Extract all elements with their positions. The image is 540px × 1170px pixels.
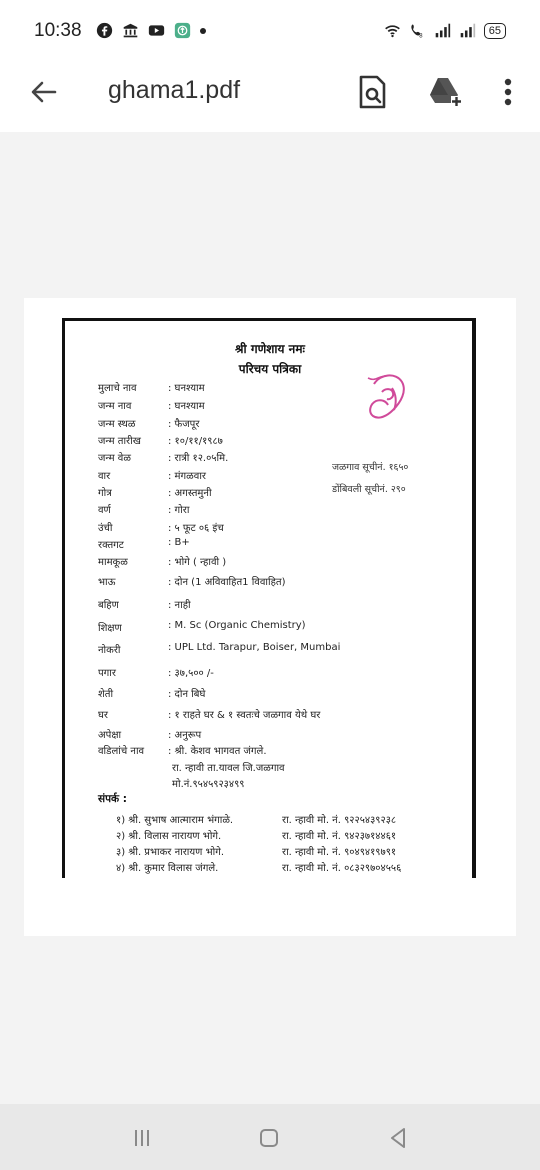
field-value: : १०/११/१९८७	[168, 436, 223, 447]
contact-name: ३) श्री. प्रभाकर नारायण भोगे.	[116, 847, 225, 858]
page-border	[62, 318, 475, 321]
more-vert-icon[interactable]	[488, 72, 528, 112]
document-invocation: श्री गणेशाय नमः	[235, 342, 305, 356]
page-border	[62, 318, 65, 878]
contact-phone: रा. न्हावी मो. नं. ९४२३७१४४६१	[282, 831, 397, 842]
dombivli-list-number: डोंबिवली सूचीनं. २९०	[332, 484, 406, 495]
volte-icon	[409, 22, 426, 39]
field-value: : ५ फूट ०६ इंच	[168, 523, 224, 534]
field-value: : फैजपूर	[168, 419, 200, 430]
field-value: : M. Sc (Organic Chemistry)	[168, 620, 306, 631]
field-label: शेती	[98, 689, 114, 700]
more-notifications-dot	[200, 28, 206, 34]
contact-phone: रा. न्हावी मो. नं. ९२२५४३९२३८	[282, 815, 397, 826]
field-label: जन्म नाव	[98, 401, 132, 412]
field-value: : गोरा	[168, 505, 190, 516]
field-label: घर	[98, 710, 108, 721]
pdf-page	[24, 298, 516, 936]
field-value: : B+	[168, 537, 190, 548]
facebook-icon	[96, 22, 113, 39]
back-arrow-icon[interactable]	[26, 74, 62, 110]
contact-name: ४) श्री. कुमार विलास जंगले.	[116, 863, 219, 874]
contact-phone: रा. न्हावी मो. नं. ९०४९४१९७९१	[282, 847, 397, 858]
field-label: जन्म तारीख	[98, 436, 141, 447]
back-icon[interactable]	[384, 1124, 412, 1152]
youtube-icon	[148, 22, 165, 39]
field-label: अपेक्षा	[98, 730, 122, 741]
field-value: : मंगळवार	[168, 471, 206, 482]
field-value: : अनुरूप	[168, 730, 202, 741]
status-time: 10:38	[34, 20, 82, 41]
status-bar	[0, 0, 540, 64]
field-label: जन्म स्थळ	[98, 419, 136, 430]
document-title: परिचय पत्रिका	[238, 362, 302, 376]
field-label: शिक्षण	[98, 623, 122, 634]
field-label: भाऊ	[98, 577, 116, 588]
home-icon[interactable]	[255, 1124, 283, 1152]
field-label: वडिलांचे नाव	[98, 746, 145, 757]
field-label: उंची	[98, 523, 113, 534]
wifi-icon	[384, 22, 401, 39]
field-label: वार	[98, 471, 111, 482]
contact-heading: संपर्क :	[98, 793, 127, 805]
page-border	[472, 318, 476, 878]
add-to-drive-icon[interactable]	[424, 72, 464, 112]
field-label: नोकरी	[98, 645, 121, 656]
field-label: जन्म वेळ	[98, 453, 131, 464]
field-value: : ३७,५०० /-	[168, 668, 214, 679]
contact-phone: रा. न्हावी मो. नं. ०८३२९७०४५५६	[282, 863, 402, 874]
upload-app-icon	[174, 22, 191, 39]
field-value: : दोन (1 अविवाहित1 विवाहित)	[168, 577, 286, 588]
field-label: गोत्र	[98, 488, 112, 499]
contact-name: २) श्री. विलास नारायण भोगे.	[116, 831, 222, 842]
field-label: रक्तगट	[98, 540, 124, 551]
signal-icon	[434, 22, 451, 39]
field-label: मुलाचे नाव	[98, 383, 137, 394]
field-value: : भोगे ( न्हावी )	[168, 557, 227, 568]
jalgaon-list-number: जळगाव सूचीनं. १६५०	[332, 462, 409, 473]
field-value: : घनश्याम	[168, 383, 205, 394]
field-value: : रात्री १२.०५मि.	[168, 453, 229, 464]
signal-icon	[459, 22, 476, 39]
field-label: वर्ण	[98, 505, 111, 516]
field-value: : श्री. केशव भागवत जंगले.	[168, 746, 267, 757]
bank-icon	[122, 22, 139, 39]
field-value: : घनश्याम	[168, 401, 205, 412]
file-title: ghama1.pdf	[108, 76, 241, 104]
find-in-page-icon[interactable]	[352, 72, 392, 112]
svg-text:8: 8	[418, 33, 423, 39]
address-line: रा. न्हावी ता.यावल जि.जळगाव	[172, 763, 285, 774]
notification-icons	[96, 22, 206, 39]
field-label: मामकूळ	[98, 557, 128, 568]
field-value: : UPL Ltd. Tarapur, Boiser, Mumbai	[168, 642, 341, 653]
system-nav-bar	[0, 1104, 540, 1170]
field-value: : अगस्तमुनी	[168, 488, 212, 499]
father-mobile: मो.नं.९५४५९२३४९९	[172, 779, 245, 790]
field-value: : दोन बिघे	[168, 689, 206, 700]
field-label: बहिण	[98, 600, 119, 611]
shree-logo-icon	[362, 368, 412, 424]
field-value: : नाही	[168, 600, 191, 611]
field-label: पगार	[98, 668, 116, 679]
contact-name: १) श्री. सुभाष आत्माराम भंगाळे.	[116, 815, 234, 826]
battery-indicator: 65	[484, 23, 506, 39]
system-icons	[384, 22, 506, 39]
field-value: : १ राहते घर & १ स्वतःचे जळगाव येथे घर	[168, 710, 321, 721]
app-bar	[0, 64, 540, 132]
recent-apps-icon[interactable]	[128, 1124, 156, 1152]
